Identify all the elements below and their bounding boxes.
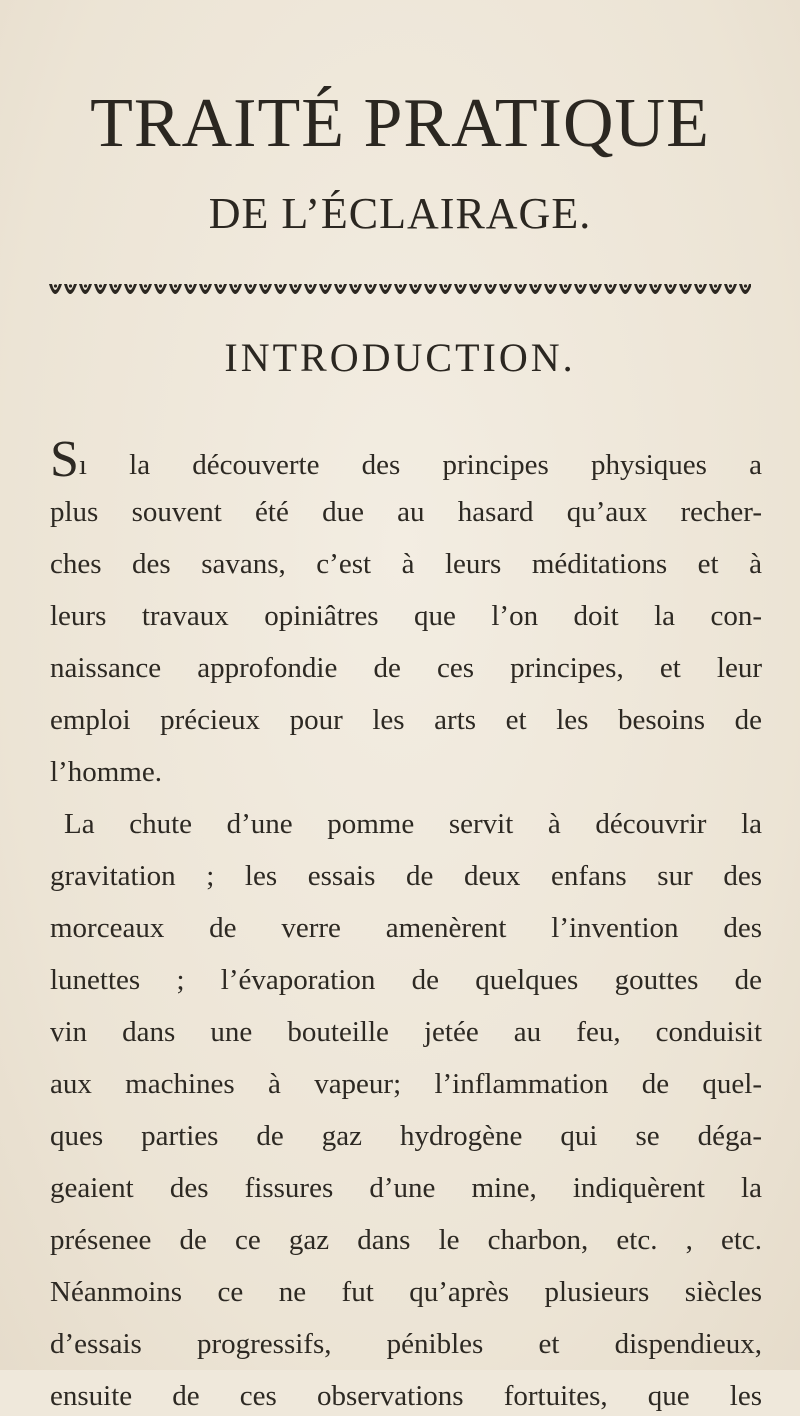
text-line: l’homme. (50, 756, 162, 788)
decorative-border-ornament (48, 280, 751, 304)
text-line: ches des savans, c’est à leurs méditations et à (50, 548, 762, 580)
text-line: La chute d’une pomme servit à découvrir la (64, 808, 762, 840)
text-line (50, 431, 762, 488)
section-heading: INTRODUCTION. (224, 335, 576, 380)
book-subtitle: DE L’ÉCLAIRAGE. (208, 189, 592, 238)
text-line: Néanmoins ce ne fut qu’après plusieurs siècles (50, 1276, 762, 1308)
book-title: TRAITÉ PRATIQUE (90, 85, 710, 162)
text-line-content: ı la découverte des principes physiques a (78, 449, 762, 481)
text-line: emploi précieux pour les arts et les besoins de (50, 704, 762, 736)
text-line: naissance approfondie de ces principes, et leur (50, 652, 762, 684)
text-line: gravitation ; les essais de deux enfans sur des (50, 860, 762, 892)
text-line: ques parties de gaz hydrogène qui se déga- (50, 1120, 762, 1152)
text-line: vin dans une bouteille jetée au feu, conduisit (50, 1016, 762, 1048)
text-line: d’essais progressifs, pénibles et dispendieux, (50, 1328, 762, 1360)
drop-cap: S (50, 431, 79, 488)
text-line: lunettes ; l’évaporation de quelques gouttes de (50, 964, 762, 996)
text-line: ensuite de ces observations fortuites, que les (50, 1380, 762, 1412)
text-line: présenee de ce gaz dans le charbon, etc. , etc. (50, 1224, 762, 1256)
text-line: plus souvent été due au hasard qu’aux recher- (50, 496, 762, 528)
text-line: leurs travaux opiniâtres que l’on doit la con- (50, 600, 762, 632)
text-line: aux machines à vapeur; l’inflammation de quel- (50, 1068, 762, 1100)
text-line: morceaux de verre amenèrent l’invention des (50, 912, 762, 944)
text-line: geaient des fissures d’une mine, indiquèrent la (50, 1172, 762, 1204)
